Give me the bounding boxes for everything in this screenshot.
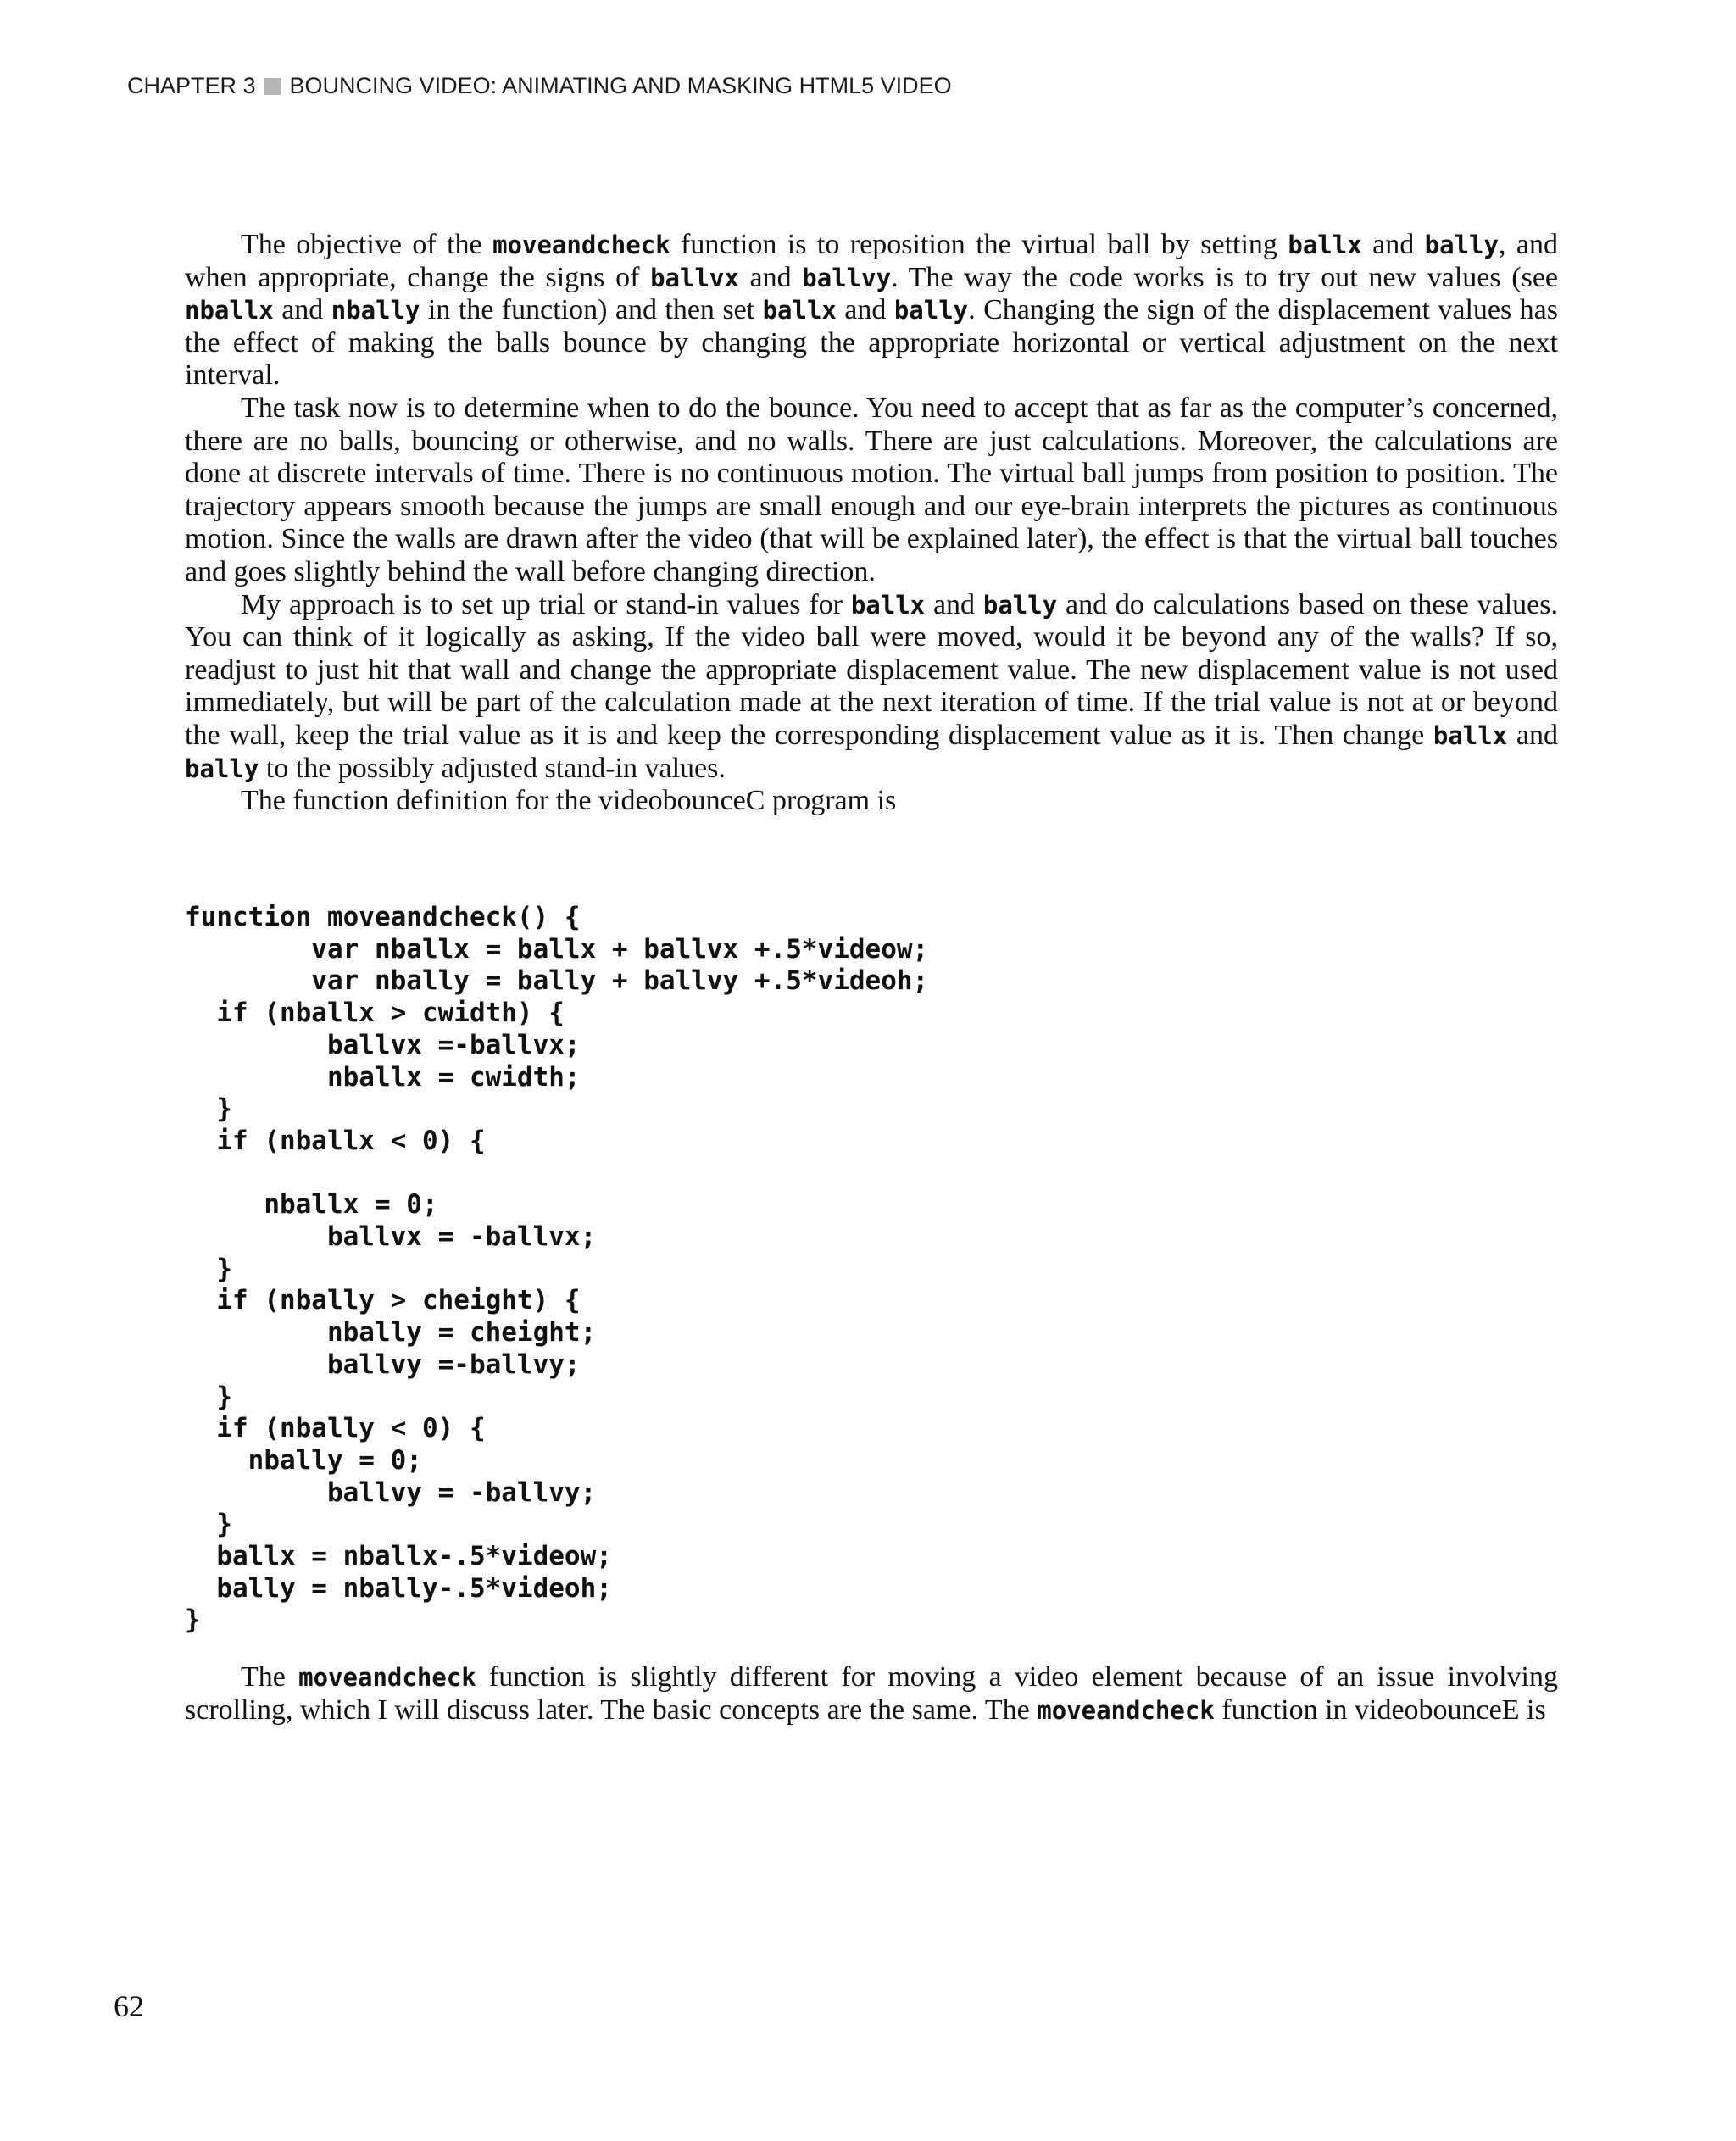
text-run: The: [241, 1661, 299, 1693]
inline-code: ballx: [762, 296, 837, 325]
chapter-title: BOUNCING VIDEO: ANIMATING AND MASKING HTML5 VIDEO: [289, 73, 952, 98]
text-run: and: [836, 294, 894, 326]
text-run: function is slightly different for moving a video element because of an issue involving scrolling, which I will discuss later. The basic concepts are the same. The: [185, 1661, 1558, 1726]
text-run: function is to reposition the virtual ball by setting: [670, 229, 1288, 260]
paragraph-3: [185, 589, 1558, 786]
page-number: 62: [114, 1989, 144, 2023]
text-run: My approach is to set up trial or stand-in values for: [241, 588, 851, 620]
inline-code: ballx: [1288, 231, 1362, 259]
inline-code: nballx: [185, 296, 274, 325]
text-run: and: [738, 261, 803, 293]
code-listing: function moveandcheck() { var nballx = ballx + ballvx +.5*videow; var nbally = bally + ballvy +.5*videoh; if (nballx > cwidth) { ballvx =-ballvx; nballx = cwidth; } if (nballx < 0) { nballx = 0; ballvx = -ballvx; } if (nbally > cheight) { nbally = cheight; ballvy =-ballvy; } if (nbally < 0) { nbally = 0; ballvy = -ballvy; } ballx = nballx-.5*videow; bally = nbally-.5*videoh; }: [185, 902, 929, 1636]
text-run: , and when appropriate, change the signs of: [185, 229, 1558, 293]
inline-code: bally: [1424, 231, 1499, 259]
inline-code: bally: [893, 296, 969, 325]
paragraph-1: [185, 229, 1558, 392]
inline-code: bally: [185, 754, 259, 783]
paragraph-5: [185, 1661, 1558, 1727]
text-run: The objective of the: [241, 229, 493, 260]
body-text-bottom: [185, 1661, 1558, 1727]
inline-code: ballx: [850, 590, 926, 620]
inline-code: ballvy: [802, 263, 892, 292]
inline-code: ballvx: [650, 263, 739, 292]
text-run: function in videobounceE is: [1214, 1693, 1546, 1726]
inline-code: moveandcheck: [298, 1663, 476, 1692]
inline-code: nbally: [331, 296, 420, 325]
text-run: and: [1507, 719, 1558, 751]
chapter-label: CHAPTER 3: [127, 73, 256, 98]
inline-code: moveandcheck: [492, 231, 670, 259]
text-run: and do calculations based on these values. You can think of it logically as asking, If the video ball were moved, would it be beyond any of the walls? If so, readjust to just hit that wall and change the appropriate displacement value. The new displacement value is not used immediately, but will be part of the calculation made at the next iteration of time. If the trial value is not at or beyond the wall, keep the trial value as it is and keep the corresponding displacement value as it is. Then change: [185, 588, 1559, 751]
running-header: [127, 73, 952, 99]
text-run: and: [273, 294, 331, 326]
body-text-top: [185, 229, 1558, 818]
text-run: and: [1361, 229, 1425, 260]
text-run: . The way the code works is to try out new values (see: [891, 261, 1559, 293]
text-run: . Changing the sign of the displacement values has the effect of making the balls bounce by changing the appropriate horizontal or vertical adjustment on the next interval.: [185, 294, 1558, 392]
inline-code: moveandcheck: [1037, 1695, 1215, 1725]
paragraph-4: The function definition for the videobounceC program is: [241, 785, 897, 817]
inline-code: ballx: [1433, 720, 1508, 750]
header-square-icon: [264, 78, 281, 95]
text-run: to the possibly adjusted stand-in values.: [259, 752, 726, 784]
text-run: in the function) and then set: [420, 294, 763, 326]
inline-code: bally: [982, 590, 1058, 620]
paragraph-2: The task now is to determine when to do the bounce. You need to accept that as far as the computer’s concerned, there are no balls, bouncing or otherwise, and no walls. There are just calculations. Moreover, the calculations are done at discrete intervals of time. There is no continuous motion. The virtual ball jumps from position to position. The trajectory appears smooth because the jumps are small enough and our eye-brain interprets the pictures as continuous motion. Since the walls are drawn after the video (that will be explained later), the effect is that the virtual ball touches and goes slightly behind the wall before changing direction.: [185, 392, 1558, 587]
text-run: and: [925, 588, 983, 620]
